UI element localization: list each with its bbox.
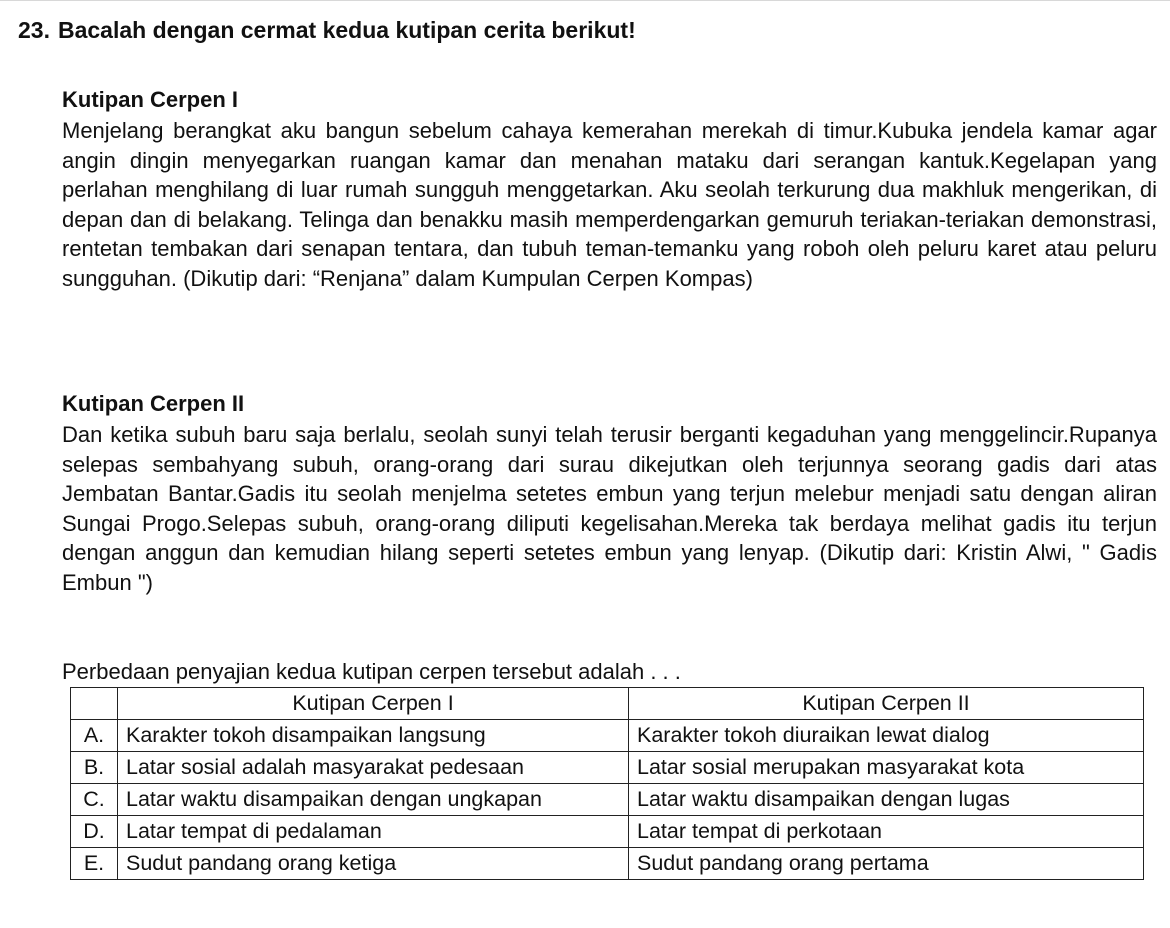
- header-excerpt-2: Kutipan Cerpen II: [629, 688, 1144, 720]
- option-row-a[interactable]: [71, 720, 1144, 752]
- option-excerpt-1-cell: Karakter tokoh disampaikan langsung: [118, 720, 629, 752]
- top-divider: [0, 0, 1170, 1]
- excerpt-2-section: [62, 390, 1157, 598]
- question-prompt: Perbedaan penyajian kedua kutipan cerpen tersebut adalah . . .: [62, 659, 681, 684]
- option-letter: B.: [71, 752, 118, 784]
- option-row-b[interactable]: [71, 752, 1144, 784]
- option-excerpt-1-cell: Latar tempat di pedalaman: [118, 816, 629, 848]
- option-row-d[interactable]: [71, 816, 1144, 848]
- excerpt-1-section: [62, 86, 1157, 294]
- header-excerpt-1: Kutipan Cerpen I: [118, 688, 629, 720]
- excerpt-1-title: Kutipan Cerpen I: [62, 87, 239, 112]
- excerpt-2-title: Kutipan Cerpen II: [62, 391, 245, 416]
- option-letter: E.: [71, 848, 118, 880]
- option-excerpt-2-cell: Latar waktu disampaikan dengan lugas: [629, 784, 1144, 816]
- excerpt-2-text: Dan ketika subuh baru saja berlalu, seolah sunyi telah terusir berganti kegaduhan yang menggelincir.Rupanya selepas sembahyang subuh, orang-orang dari surau dikejutkan oleh terjunnya seorang gadis dari atas Jembatan Bantar.Gadis itu seolah menjelma setetes embun yang terjun melebur menjadi satu dengan aliran Sungai Progo.Selepas subuh, orang-orang diliputi kegelisahan.Mereka tak berdaya melihat gadis itu terjun dengan anggun dan kemudian hilang seperti setetes embun yang lenyap. (Dikutip dari: Kristin Alwi, " Gadis Embun "): [62, 422, 1157, 595]
- option-excerpt-2-cell: Latar sosial merupakan masyarakat kota: [629, 752, 1144, 784]
- option-excerpt-2-cell: Karakter tokoh diuraikan lewat dialog: [629, 720, 1144, 752]
- option-row-e[interactable]: [71, 848, 1144, 880]
- option-excerpt-2-cell: Sudut pandang orang pertama: [629, 848, 1144, 880]
- option-excerpt-1-cell: Latar waktu disampaikan dengan ungkapan: [118, 784, 629, 816]
- question-number: 23.: [18, 17, 50, 43]
- option-letter: C.: [71, 784, 118, 816]
- option-letter: A.: [71, 720, 118, 752]
- question-instruction: Bacalah dengan cermat kedua kutipan cerita berikut!: [57, 17, 636, 43]
- answer-options-table: [70, 687, 1144, 880]
- table-header-row: [71, 688, 1144, 720]
- option-row-c[interactable]: [71, 784, 1144, 816]
- option-excerpt-1-cell: Latar sosial adalah masyarakat pedesaan: [118, 752, 629, 784]
- option-excerpt-1-cell: Sudut pandang orang ketiga: [118, 848, 629, 880]
- option-letter: D.: [71, 816, 118, 848]
- excerpt-1-text: Menjelang berangkat aku bangun sebelum cahaya kemerahan merekah di timur.Kubuka jendela kamar agar angin dingin menyegarkan ruangan kamar dan menahan mataku dari serangan kantuk.Kegelapan yang perlahan menghilang di luar rumah sungguh menggetarkan. Aku seolah terkurung dua makhluk mengerikan, di depan dan di belakang. Telinga dan benakku masih memperdengarkan gemuruh teriakan-teriakan demonstrasi, rentetan tembakan dari senapan tentara, dan tubuh teman-temanku yang roboh oleh peluru karet atau peluru sungguhan. (Dikutip dari: “Renjana” dalam Kumpulan Cerpen Kompas): [62, 118, 1157, 291]
- header-letter: [71, 688, 118, 720]
- question-header: [18, 16, 1158, 44]
- option-excerpt-2-cell: Latar tempat di perkotaan: [629, 816, 1144, 848]
